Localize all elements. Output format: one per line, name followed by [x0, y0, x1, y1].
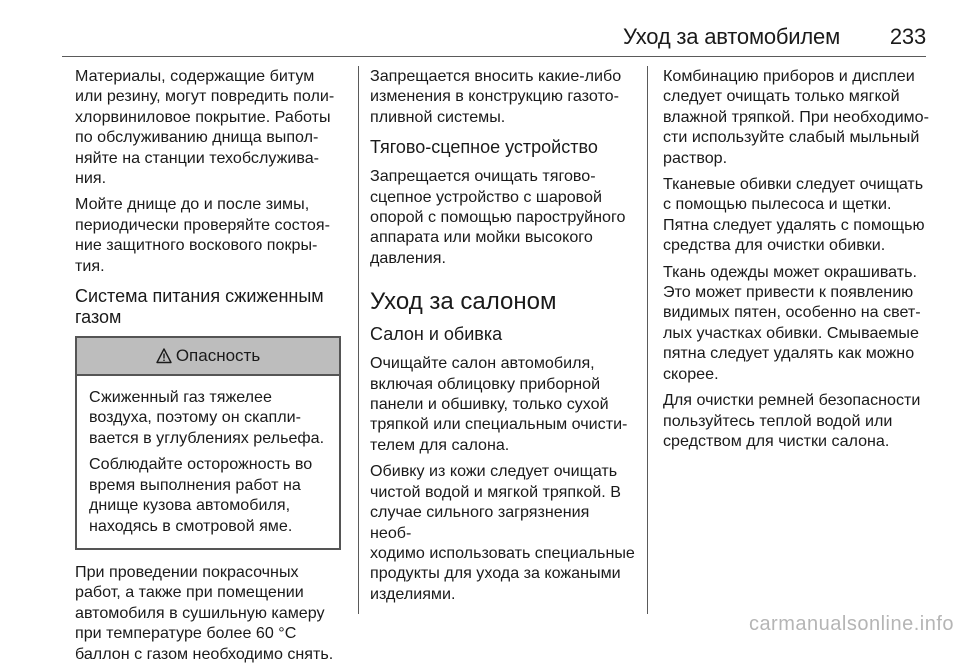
danger-box — [75, 336, 341, 550]
paragraph-bitumen: Материалы, содержащие битум или резину, могут повредить поли- хлорвиниловое покрытие. Работы по обслуживанию днища выпол- няйте на станции техобслужива- ния. — [75, 67, 335, 188]
column-divider-1 — [358, 66, 359, 614]
column-2 — [370, 66, 635, 610]
paragraph-seatbelt-cleaning: Для очистки ремней безопасности пользуйтесь теплой водой или средством для чистки салона. — [663, 391, 921, 450]
column-3 — [663, 66, 933, 457]
danger-paragraph-1: Сжиженный газ тяжелее воздуха, поэтому он скапли- вается в углублениях рельефа. — [89, 388, 325, 447]
danger-paragraph-2: Соблюдайте осторожность во время выполнения работ на днище кузова автомобиля, находясь в смотровой яме. — [89, 455, 313, 535]
heading-lpg-system: Система питания сжиженным газом — [75, 286, 324, 328]
paragraph-towing-cleaning: Запрещается очищать тягово- сцепное устройство с шаровой опорой с помощью пароструйного аппарата или мойки высокого давления. — [370, 167, 626, 267]
heading-interior-upholstery: Салон и обивка — [370, 324, 503, 345]
paragraph-leather-cleaning: Обивку из кожи следует очищать чистой водой и мягкой тряпкой. В случае сильного загрязнения необ- ходимо использовать специальные продукты для ухода за кожаными изделиями. — [370, 462, 635, 603]
paragraph-painting: При проведении покрасочных работ, а также при помещении автомобиля в сушильную камеру при температуре более 60 °C баллон с газом необходимо снять. — [75, 562, 334, 663]
paragraph-fabric-cleaning: Тканевые обивки следует очищать с помощью пылесоса и щетки. Пятна следует удалять с помощью средства для очистки обивки. — [663, 175, 925, 255]
danger-header — [77, 338, 339, 376]
paragraph-no-modifications: Запрещается вносить какие-либо изменения в конструкцию газото- пливной системы. — [370, 67, 622, 126]
paragraph-underbody-wash: Мойте днище до и после зимы, периодически проверяйте состоя- ние защитного воскового покры- тия. — [75, 195, 330, 275]
running-title: Уход за автомобилем — [622, 24, 840, 49]
heading-towing-device: Тягово-сцепное устройство — [370, 137, 598, 158]
header-divider — [62, 56, 926, 57]
danger-body — [77, 376, 339, 548]
warning-triangle-icon — [156, 348, 172, 364]
page-header — [0, 0, 960, 60]
section-title-interior-care: Уход за салоном — [370, 288, 557, 316]
watermark: carmanualsonline.info — [748, 613, 954, 635]
column-divider-2 — [647, 66, 648, 614]
paragraph-interior-cleaning: Очищайте салон автомобиля, включая облицовку приборной панели и обшивку, только сухой тряпкой или специальным очисти- телем для салона. — [370, 354, 628, 454]
page-number: 233 — [889, 24, 926, 49]
paragraph-instrument-cleaning: Комбинацию приборов и дисплеи следует очищать только мягкой влажной тряпкой. При необходимо- сти используйте слабый мыльный раствор. — [663, 67, 929, 167]
paragraph-clothing-stains: Ткань одежды может окрашивать. Это может привести к появлению видимых пятен, особенно на свет- лых участках обивки. Смываемые пятна следует удалять как можно скорее. — [663, 262, 921, 383]
danger-title: Опасность — [175, 345, 261, 365]
column-1 — [75, 66, 345, 670]
